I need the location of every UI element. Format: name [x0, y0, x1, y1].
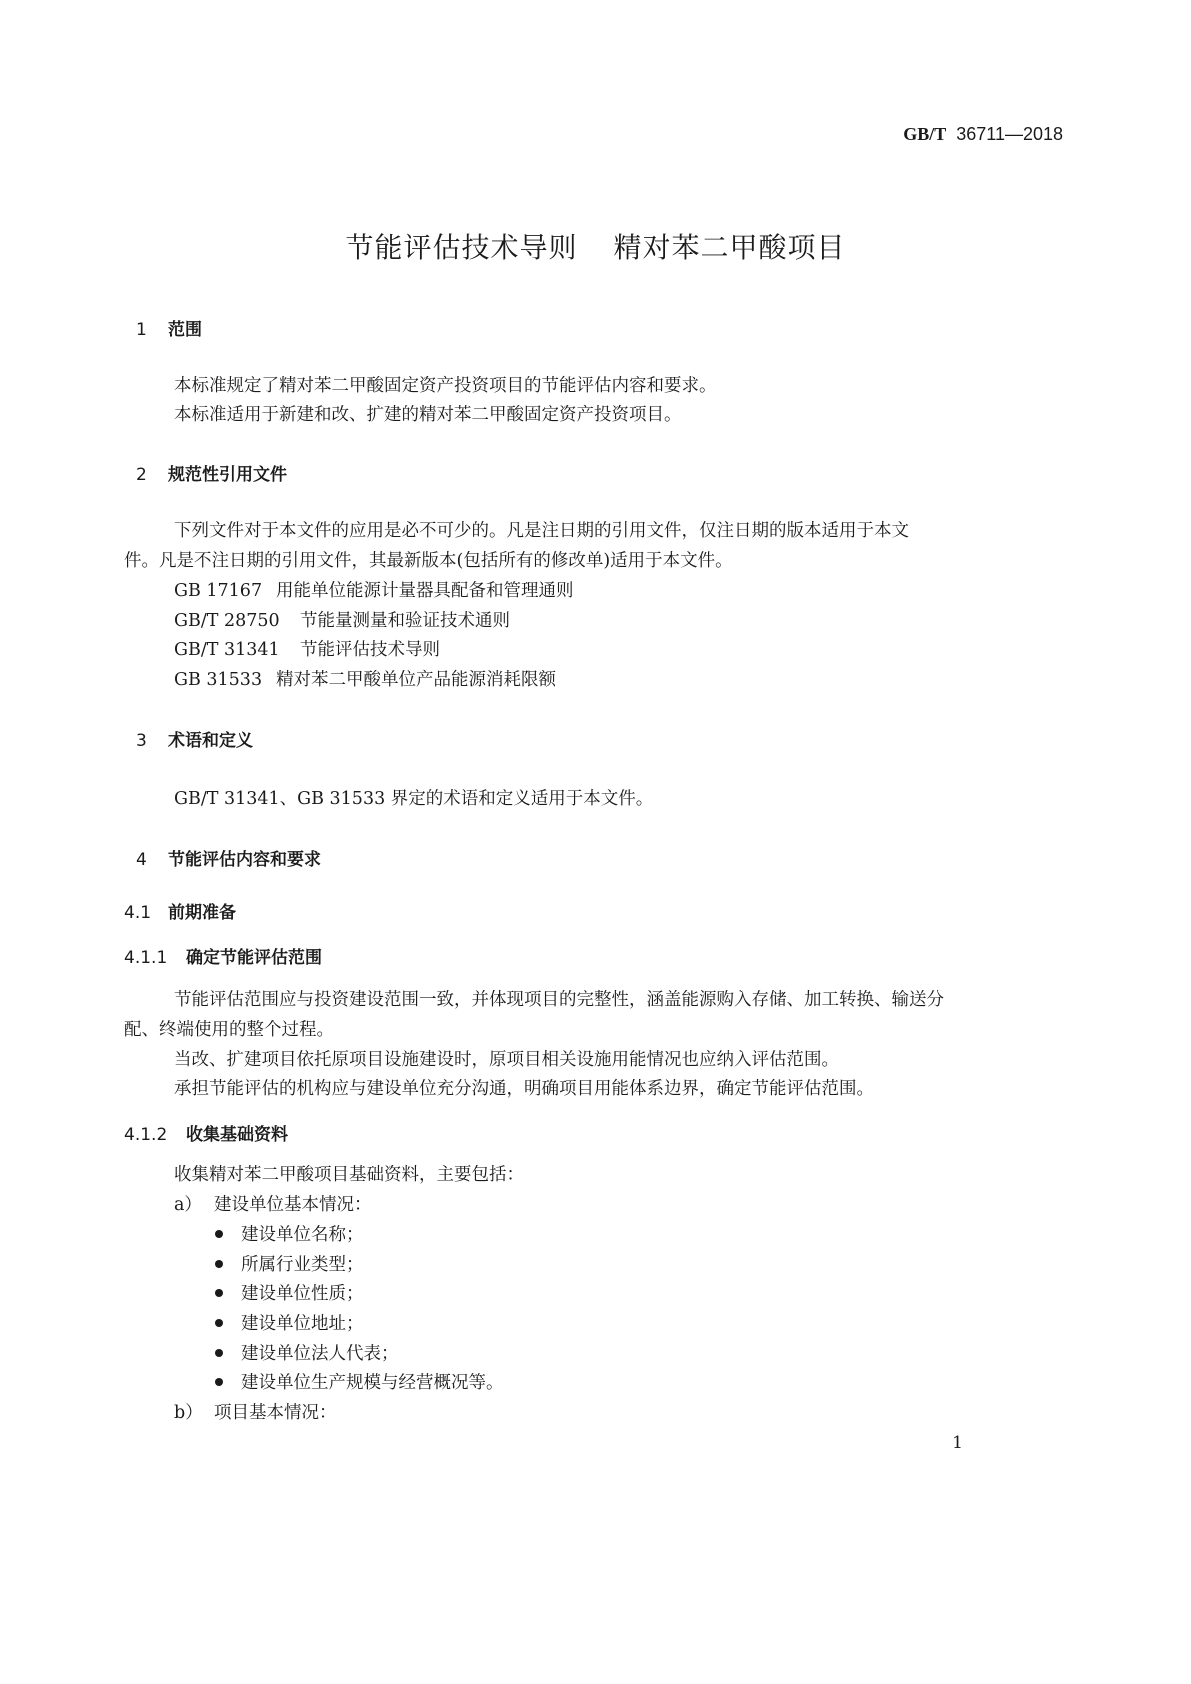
page-number: 1 [952, 1433, 963, 1453]
list-item-b [174, 1399, 337, 1424]
standard-code [903, 124, 1063, 145]
reference-title: 节能评估技术导则 [300, 640, 440, 660]
section-number: 4 [136, 850, 147, 870]
bullet-text: 建设单位法人代表； [241, 1344, 399, 1364]
paragraph: 收集精对苯二甲酸项目基础资料，主要包括： [174, 1165, 524, 1185]
list-marker: b） [174, 1403, 203, 1423]
reference-item [174, 666, 556, 691]
section-heading-2 [136, 460, 287, 485]
bullet-item [215, 1340, 399, 1365]
section-heading-4 [136, 845, 321, 870]
paragraph: GB/T 31341、GB 31533 界定的术语和定义适用于本文件。 [174, 789, 654, 809]
bullet-item [215, 1280, 364, 1305]
bullet-icon [215, 1230, 223, 1238]
list-text: 建设单位基本情况： [214, 1195, 372, 1215]
paragraph: 下列文件对于本文件的应用是必不可少的。凡是注日期的引用文件，仅注日期的版本适用于本文 [174, 521, 909, 541]
section-title: 前期准备 [168, 903, 236, 923]
subsection-heading-4-1-2 [124, 1120, 288, 1145]
bullet-item [215, 1369, 504, 1394]
paragraph: 本标准适用于新建和改、扩建的精对苯二甲酸固定资产投资项目。 [174, 405, 682, 425]
bullet-icon [215, 1260, 223, 1268]
section-title: 节能评估内容和要求 [168, 850, 321, 870]
bullet-icon [215, 1319, 223, 1327]
paragraph: 配、终端使用的整个过程。 [124, 1020, 334, 1040]
list-marker: a） [174, 1195, 202, 1215]
reference-code: GB 17167 [174, 581, 263, 601]
reference-code: GB 31533 [174, 670, 263, 690]
bullet-icon [215, 1378, 223, 1386]
bullet-icon [215, 1349, 223, 1357]
list-text: 项目基本情况： [214, 1403, 337, 1423]
section-number: 2 [136, 465, 147, 485]
subsection-heading-4-1-1 [124, 943, 322, 968]
paragraph: 本标准规定了精对苯二甲酸固定资产投资项目的节能评估内容和要求。 [174, 376, 717, 396]
bullet-icon [215, 1289, 223, 1297]
bullet-text: 建设单位名称； [241, 1225, 364, 1245]
paragraph: 当改、扩建项目依托原项目设施建设时，原项目相关设施用能情况也应纳入评估范围。 [174, 1050, 839, 1070]
bullet-text: 建设单位地址； [241, 1314, 364, 1334]
bullet-item [215, 1221, 364, 1246]
reference-item [174, 636, 440, 661]
title-part-2: 精对苯二甲酸项目 [613, 231, 846, 264]
bullet-item [215, 1251, 364, 1276]
document-title [0, 226, 1191, 266]
section-number: 4.1 [124, 903, 152, 923]
title-part-1: 节能评估技术导则 [345, 231, 578, 264]
standard-number: 36711—2018 [956, 124, 1063, 144]
subsection-heading-4-1 [124, 898, 236, 923]
paragraph: 承担节能评估的机构应与建设单位充分沟通，明确项目用能体系边界，确定节能评估范围。 [174, 1079, 874, 1099]
bullet-text: 所属行业类型； [241, 1255, 364, 1275]
section-title: 确定节能评估范围 [186, 948, 322, 968]
section-title: 收集基础资料 [186, 1125, 288, 1145]
reference-code: GB/T 31341 [174, 640, 280, 660]
reference-code: GB/T 28750 [174, 611, 280, 631]
section-heading-1 [136, 315, 202, 340]
reference-title: 精对苯二甲酸单位产品能源消耗限额 [276, 670, 556, 690]
standard-prefix: GB/T [903, 124, 947, 144]
section-title: 规范性引用文件 [168, 465, 287, 485]
bullet-text: 建设单位生产规模与经营概况等。 [241, 1373, 504, 1393]
reference-item [174, 607, 510, 632]
reference-title: 节能量测量和验证技术通则 [300, 611, 510, 631]
paragraph: 节能评估范围应与投资建设范围一致，并体现项目的完整性，涵盖能源购入存储、加工转换、输送分 [174, 990, 944, 1010]
bullet-item [215, 1310, 364, 1335]
paragraph: 件。凡是不注日期的引用文件，其最新版本(包括所有的修改单)适用于本文件。 [124, 551, 733, 571]
section-number: 4.1.2 [124, 1125, 168, 1145]
section-heading-3 [136, 726, 253, 751]
section-number: 4.1.1 [124, 948, 168, 968]
reference-item [174, 577, 574, 602]
bullet-text: 建设单位性质； [241, 1284, 364, 1304]
section-number: 1 [136, 320, 147, 340]
list-item-a [174, 1191, 372, 1216]
section-number: 3 [136, 731, 147, 751]
section-title: 术语和定义 [168, 731, 253, 751]
section-title: 范围 [168, 320, 202, 340]
reference-title: 用能单位能源计量器具配备和管理通则 [276, 581, 574, 601]
